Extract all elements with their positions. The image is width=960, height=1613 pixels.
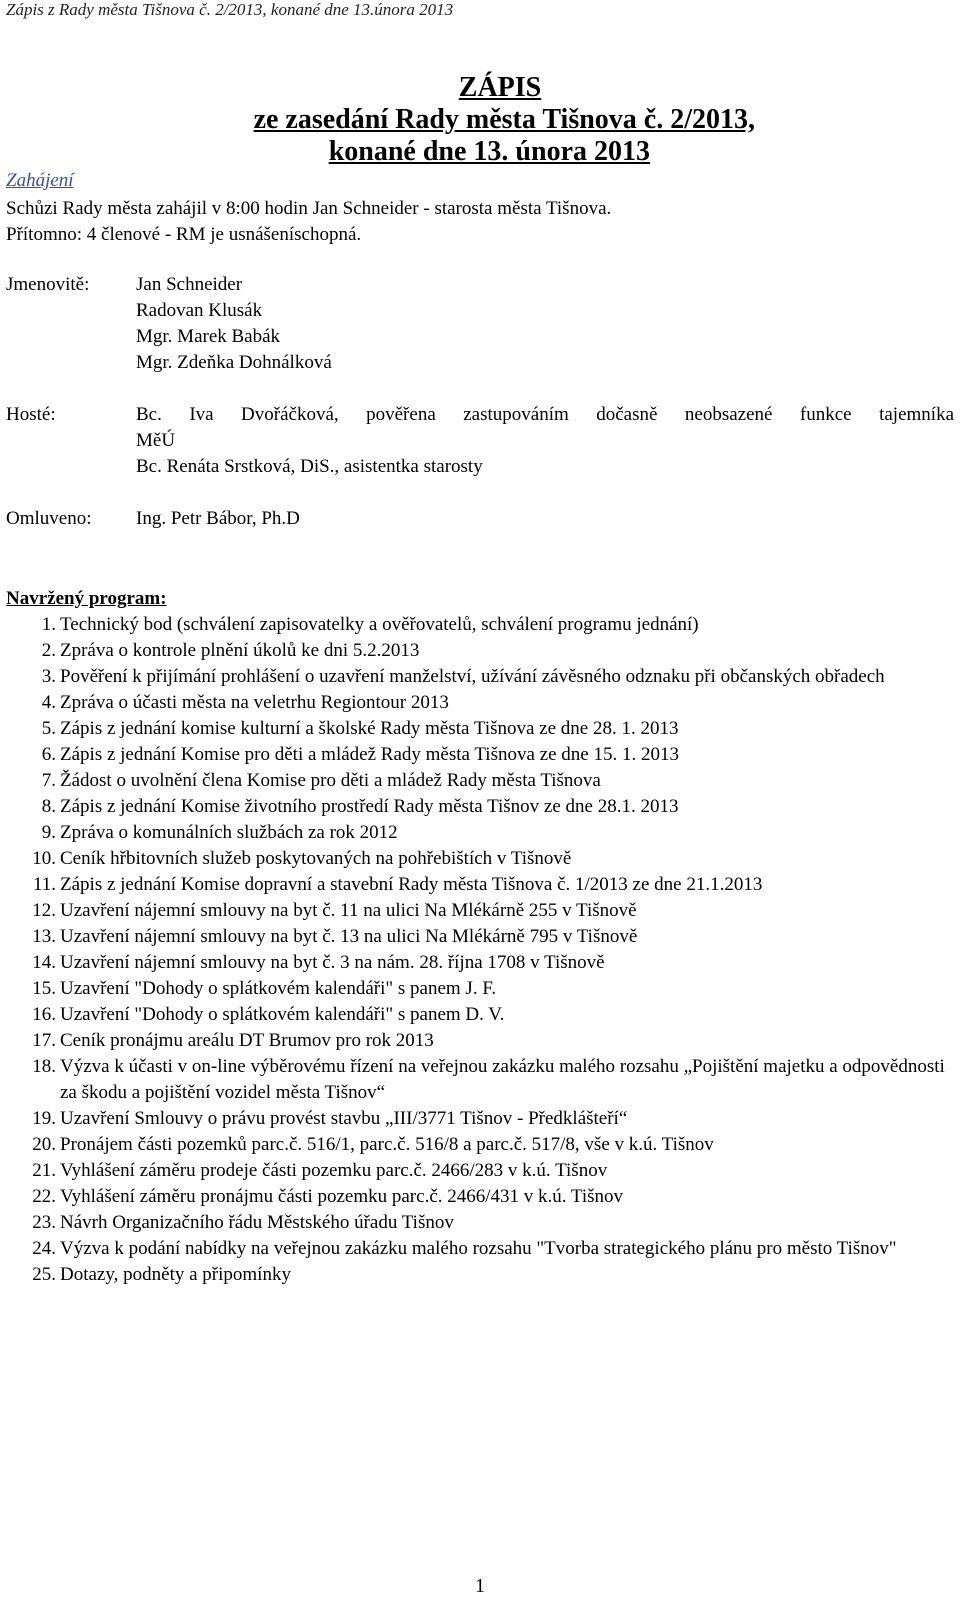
program-item [0, 742, 950, 768]
program-item-number: 19. [32, 1108, 56, 1129]
named-label: Jmenovitě: [6, 274, 90, 295]
excused-label: Omluveno: [6, 508, 92, 529]
program-item-number: 11. [32, 874, 56, 895]
title-main: ZÁPIS [458, 72, 542, 103]
program-item-number: 9. [41, 822, 56, 843]
member-name: Mgr. Zdeňka Dohnálková [136, 352, 332, 373]
title-line-3: konané dne 13. února 2013 [328, 136, 650, 167]
member-name: Radovan Klusák [136, 300, 263, 321]
program-item-text: Zápis z jednání Komise pro děti a mládež Rady města Tišnova ze dne 15. 1. 2013 [60, 744, 679, 765]
program-item [0, 950, 950, 976]
program-heading: Navržený program: [6, 588, 167, 609]
program-item [0, 612, 950, 638]
program-item-text: Zpráva o komunálních službách za rok 2012 [60, 822, 398, 843]
program-item [0, 1002, 950, 1028]
program-item [0, 1158, 950, 1184]
program-item-text: Zápis z jednání komise kulturní a školské Rady města Tišnova ze dne 28. 1. 2013 [60, 718, 679, 739]
program-item-number: 8. [41, 796, 56, 817]
program-item [0, 820, 950, 846]
program-item [0, 768, 950, 794]
page-number: 1 [475, 1575, 485, 1597]
program-item-number: 21. [32, 1160, 56, 1181]
program-item-text: Uzavření Smlouvy o právu provést stavbu „III/3771 Tišnov - Předklášteří“ [60, 1108, 628, 1129]
program-item [0, 1236, 950, 1262]
program-item-text: Zpráva o kontrole plnění úkolů ke dni 5.2.2013 [60, 640, 420, 661]
program-item [0, 1262, 950, 1288]
program-item [0, 716, 950, 742]
program-item [0, 1054, 950, 1106]
member-name: Jan Schneider [136, 274, 243, 295]
program-item [0, 638, 950, 664]
program-item-number: 7. [41, 770, 56, 791]
program-item [0, 976, 950, 1002]
program-item [0, 872, 950, 898]
program-item-text: Pronájem části pozemků parc.č. 516/1, parc.č. 516/8 a parc.č. 517/8, vše v k.ú. Tišnov [60, 1134, 714, 1155]
program-item-text: Pověření k přijímání prohlášení o uzavření manželství, užívání závěsného odznaku při občanských obřadech [60, 666, 885, 687]
program-item-number: 2. [41, 640, 56, 661]
guest-entry-continued: MěÚ [136, 430, 176, 451]
program-item-number: 4. [41, 692, 56, 713]
program-item-text: Uzavření "Dohody o splátkovém kalendáři" s panem J. F. [60, 978, 497, 999]
program-item [0, 1210, 950, 1236]
program-item-number: 16. [32, 1004, 56, 1025]
member-name: Mgr. Marek Babák [136, 326, 281, 347]
program-item-text: Zápis z jednání Komise dopravní a stavební Rady města Tišnova č. 1/2013 ze dne 21.1.2013 [60, 874, 763, 895]
program-item-text: Uzavření nájemní smlouvy na byt č. 11 na ulici Na Mlékárně 255 v Tišnově [60, 900, 637, 921]
named-members-list [136, 272, 332, 376]
program-item-text: Výzva k podání nabídky na veřejnou zakázku malého rozsahu "Tvorba strategického plánu pro město Tišnov" [60, 1238, 897, 1259]
program-item [0, 924, 950, 950]
program-item-number: 5. [41, 718, 56, 739]
program-item-number: 13. [32, 926, 56, 947]
program-item-text: Vyhlášení záměru pronájmu části pozemku parc.č. 2466/431 v k.ú. Tišnov [60, 1186, 624, 1207]
document-title [0, 72, 960, 168]
program-item [0, 1106, 950, 1132]
program-item-text: Vyhlášení záměru prodeje části pozemku parc.č. 2466/283 v k.ú. Tišnov [60, 1160, 608, 1181]
program-item-number: 24. [32, 1238, 56, 1259]
program-item-text: Zpráva o účasti města na veletrhu Regiontour 2013 [60, 692, 449, 713]
program-item [0, 1028, 950, 1054]
guest-entry: Bc. Renáta Srstková, DiS., asistentka starosty [136, 456, 483, 477]
program-item [0, 1132, 950, 1158]
program-item-text: Ceník pronájmu areálu DT Brumov pro rok 2013 [60, 1030, 434, 1051]
program-item-text: Návrh Organizačního řádu Městského úřadu Tišnov [60, 1212, 454, 1233]
program-item-number: 22. [32, 1186, 56, 1207]
program-item-text: Uzavření nájemní smlouvy na byt č. 3 na nám. 28. října 1708 v Tišnově [60, 952, 605, 973]
program-item-text: Dotazy, podněty a připomínky [60, 1264, 291, 1285]
excused-name: Ing. Petr Bábor, Ph.D [136, 508, 300, 529]
program-item-text: Uzavření nájemní smlouvy na byt č. 13 na ulici Na Mlékárně 795 v Tišnově [60, 926, 638, 947]
program-item-number: 23. [32, 1212, 56, 1233]
program-item-number: 6. [41, 744, 56, 765]
program-item-number: 18. [32, 1056, 56, 1077]
program-item-text: Ceník hřbitovních služeb poskytovaných na pohřebištích v Tišnově [60, 848, 572, 869]
guest-entry: Bc. Iva Dvořáčková, pověřena zastupováním dočasně neobsazené funkce tajemníka [136, 404, 954, 425]
program-item-number: 17. [32, 1030, 56, 1051]
program-item [0, 898, 950, 924]
program-list [0, 612, 950, 1288]
title-line-2: ze zasedání Rady města Tišnova č. 2/2013, [253, 104, 755, 135]
program-item [0, 690, 950, 716]
program-item-number: 14. [32, 952, 56, 973]
program-item [0, 664, 950, 690]
opening-line-1: Schůzi Rady města zahájil v 8:00 hodin Jan Schneider - starosta města Tišnova. [6, 198, 612, 219]
program-item-number: 1. [41, 614, 56, 635]
program-item-text: Technický bod (schválení zapisovatelky a ověřovatelů, schválení programu jednání) [60, 614, 699, 635]
opening-line-2: Přítomno: 4 členové - RM je usnášeníschopná. [6, 224, 362, 245]
program-item [0, 1184, 950, 1210]
program-item-number: 25. [32, 1264, 56, 1285]
program-item-number: 20. [32, 1134, 56, 1155]
program-item-number: 12. [32, 900, 56, 921]
guests-list [136, 402, 954, 480]
running-header: Zápis z Rady města Tišnova č. 2/2013, konané dne 13.února 2013 [6, 0, 454, 19]
program-item-text: Uzavření "Dohody o splátkovém kalendáři" s panem D. V. [60, 1004, 505, 1025]
program-item [0, 794, 950, 820]
program-item-number: 15. [32, 978, 56, 999]
program-item-number: 3. [41, 666, 56, 687]
program-item-text: Zápis z jednání Komise životního prostředí Rady města Tišnov ze dne 28.1. 2013 [60, 796, 679, 817]
program-item [0, 846, 950, 872]
program-item-text: Žádost o uvolnění člena Komise pro děti a mládež Rady města Tišnova [60, 770, 601, 791]
opening-heading: Zahájení [6, 170, 74, 191]
program-item-number: 10. [32, 848, 56, 869]
guests-label: Hosté: [6, 404, 56, 425]
program-item-text: Výzva k účasti v on-line výběrovému řízení na veřejnou zakázku malého rozsahu „Pojištění majetku a odpovědnosti za škodu a pojištění vozidel města Tišnov“ [60, 1056, 945, 1103]
